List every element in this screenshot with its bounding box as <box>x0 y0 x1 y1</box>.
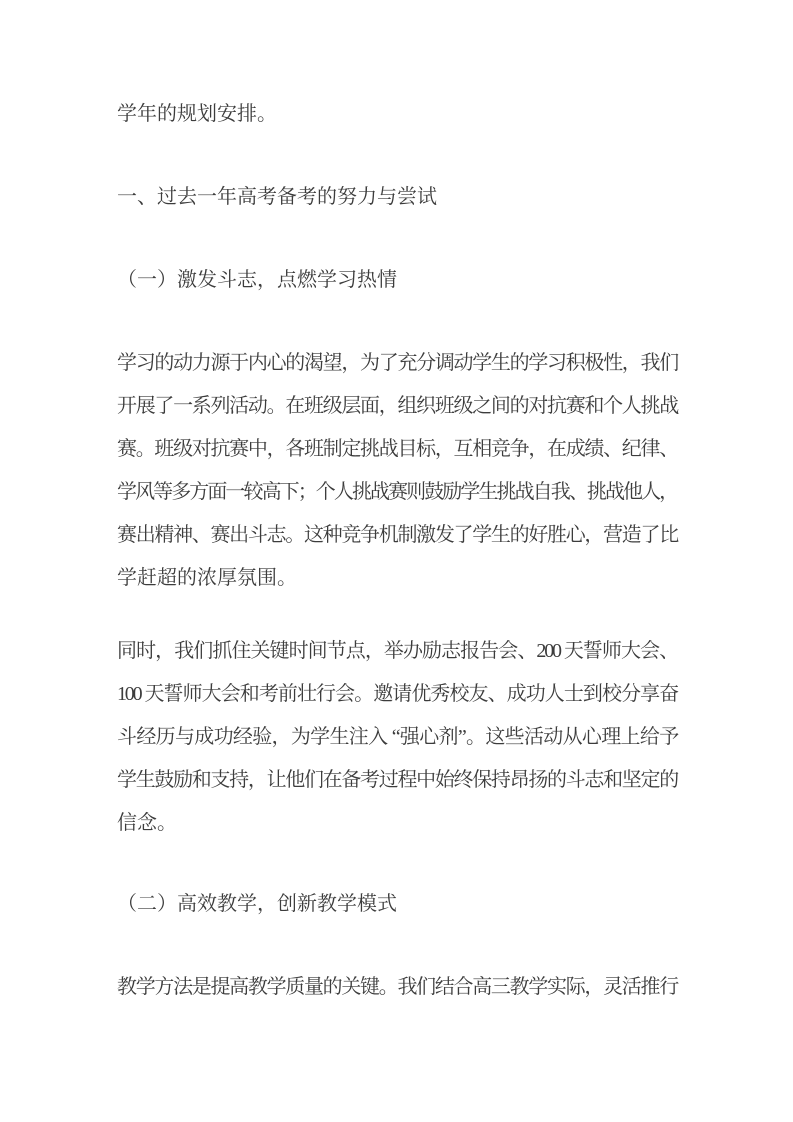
section-one-heading <box>117 176 677 219</box>
text-line: 学生鼓励和支持，让他们在备考过程中始终保持昂扬的斗志和坚定的 <box>117 769 677 791</box>
text-line: 学风等多方面一较高下；个人挑战赛则鼓励学生挑战自我、挑战他人， <box>117 481 677 503</box>
text-line: 赛。班级对抗赛中，各班制定挑战目标，互相竞争，在成绩、纪律、 <box>117 438 677 460</box>
heading-text: 一、过去一年高考备考的努力与尝试 <box>117 186 437 208</box>
text-line: 赛出精神、赛出斗志。这种竞争机制激发了学生的好胜心，营造了比 <box>117 524 677 546</box>
text-line: 教学方法是提高教学质量的关键。我们结合高三教学实际，灵活推行 <box>117 976 677 998</box>
text-line: 学年的规划安排。 <box>117 103 277 125</box>
text-line: 100 天誓师大会和考前壮行会。邀请优秀校友、成功人士到校分享奋 <box>117 683 677 705</box>
text-line: 同时，我们抓住关键时间节点，举办励志报告会、200 天誓师大会、 <box>117 640 677 662</box>
text-line: 学习的动力源于内心的渴望，为了充分调动学生的学习积极性，我们 <box>117 352 677 374</box>
text-line: 学赶超的浓厚氛围。 <box>117 567 297 589</box>
subsection-one-heading <box>117 259 677 302</box>
text-line: 开展了一系列活动。在班级层面，组织班级之间的对抗赛和个人挑战 <box>117 395 677 417</box>
text-line: 斗经历与成功经验，为学生注入 “强心剂”。这些活动从心理上给予 <box>117 726 677 748</box>
paragraph-motivation-activities <box>117 342 677 600</box>
paragraph-intro-tail <box>117 93 677 136</box>
subsection-two-heading <box>117 883 677 926</box>
heading-text: （二）高效教学，创新教学模式 <box>117 893 397 915</box>
document-body <box>117 93 677 1009</box>
paragraph-key-events <box>117 630 677 845</box>
text-line: 信念。 <box>117 812 177 834</box>
paragraph-teaching-methods <box>117 966 677 1009</box>
heading-text: （一）激发斗志，点燃学习热情 <box>117 269 397 291</box>
